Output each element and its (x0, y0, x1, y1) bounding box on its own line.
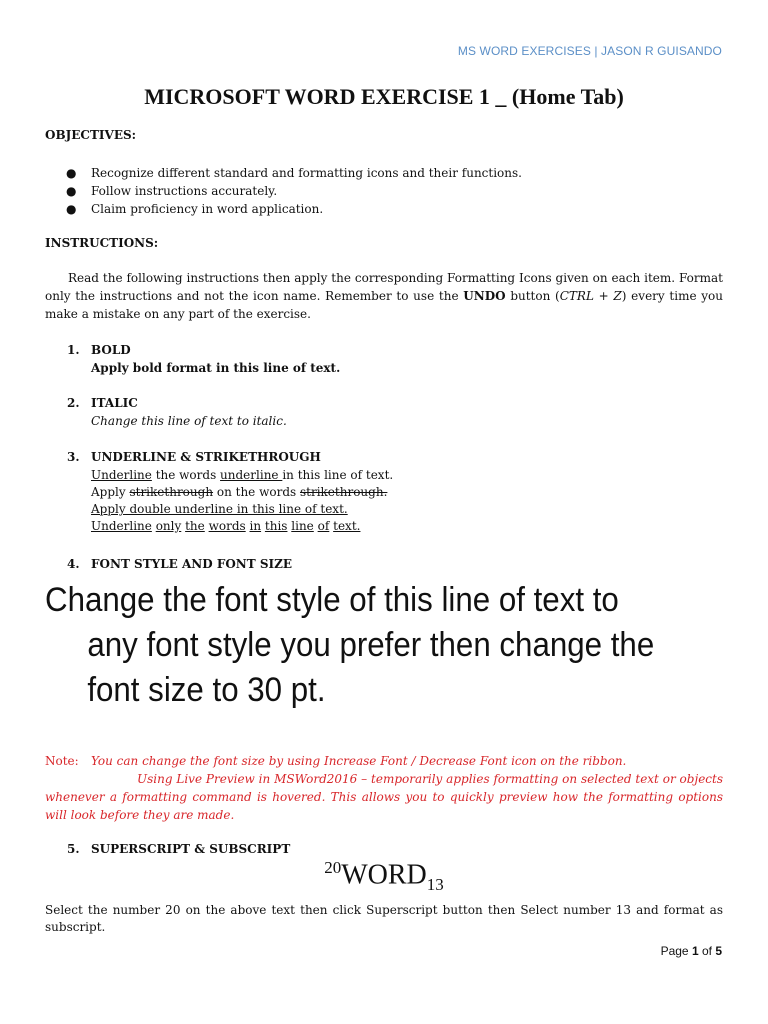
item-heading-bold: BOLD (91, 343, 131, 357)
subscript-number: 13 (426, 874, 444, 894)
final-instruction: Select the number 20 on the above text then click Superscript button then Select number 13 and format as subscript. (45, 903, 723, 934)
superscript-sample: $^{20}WORD_{13}$ (324, 858, 444, 894)
superscript-number: 20 (324, 858, 342, 877)
underline-sample-lines (91, 467, 393, 535)
list-item: ● Claim proficiency in word application. (66, 202, 324, 216)
document-header: MS WORD EXERCISES | JASON R GUISANDO (457, 44, 722, 58)
item-heading-italic: ITALIC (91, 396, 138, 410)
bold-sample-line: Apply bold format in this line of text. (91, 361, 341, 375)
undo-keyword: UNDO (463, 289, 506, 303)
double-underline-line: Apply double underline in this line of text. (91, 502, 348, 516)
list-item: ● Recognize different standard and formatting icons and their functions. (66, 166, 522, 180)
page-title: MICROSOFT WORD EXERCISE 1 _ (Home Tab) (144, 84, 624, 109)
item-number: 1. (67, 343, 80, 357)
italic-sample-line: Change this line of text to italic. (91, 414, 287, 428)
bullet-icon: ● (66, 202, 77, 216)
underline-line-1: Underline the words underline in this line of text. (91, 468, 394, 482)
item-number: 5. (67, 842, 80, 856)
item-heading-underline: UNDERLINE & STRIKETHROUGH (91, 450, 321, 464)
item-number: 2. (67, 396, 80, 410)
bullet-icon: ● (66, 184, 77, 198)
instructions-paragraph: Read the following instructions then apply the corresponding Formatting Icons given on each item. Format only the instructions and not the icon name. Remember to use the UNDO button (CTRL + Z) every time you make a mistake on any part of the exercise. (45, 271, 723, 321)
font-style-sample: Change the font style of this line of text to any font style you prefer then change the font size to 30 pt. (45, 581, 655, 709)
item-number: 4. (67, 557, 80, 571)
item-heading-font-style: FONT STYLE AND FONT SIZE (91, 557, 293, 571)
word-underline-line: Underline only the words in this line of text. (91, 519, 361, 533)
page-number: Page 1 of 5 (660, 944, 722, 958)
item-number: 3. (67, 450, 80, 464)
note-block: Note: You can change the font size by using Increase Font / Decrease Font icon on the ribbon. Using Live Preview in MSWord2016 – temporarily applies formatting on selected text or objects whenever a formatting command is hovered. This allows you to quickly preview how the formatting options will look before they are made. (45, 754, 723, 822)
bullet-icon: ● (66, 166, 77, 180)
instructions-heading: INSTRUCTIONS: (45, 236, 159, 250)
item-heading-superscript: SUPERSCRIPT & SUBSCRIPT (91, 842, 291, 856)
shortcut-text: CTRL + Z (559, 289, 622, 303)
objectives-heading: OBJECTIVES: (45, 128, 137, 142)
strikethrough-line: Apply strikethrough on the words strikethrough. (91, 485, 388, 499)
list-item: ● Follow instructions accurately. (66, 184, 278, 198)
note-label: Note: (45, 754, 79, 768)
objectives-list (66, 164, 522, 218)
